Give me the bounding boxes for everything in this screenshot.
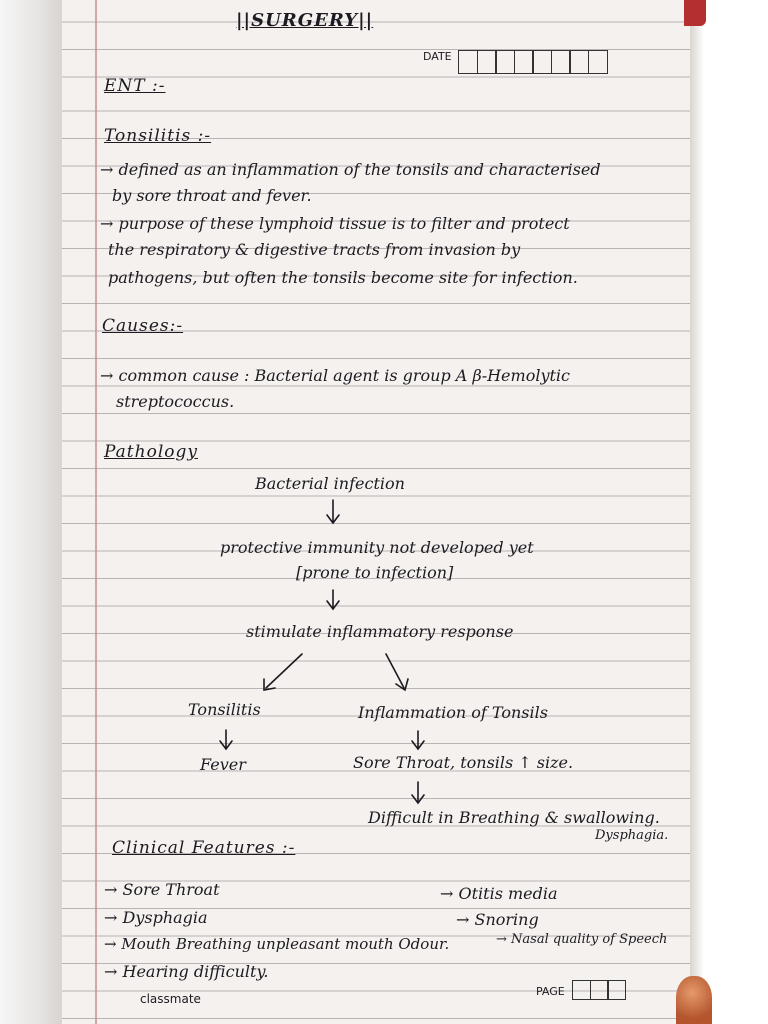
flow-stimulate-response: stimulate inflammatory response (246, 622, 514, 641)
clinical-right-item: → Nasal quality of Speech (496, 932, 668, 947)
red-corner (684, 0, 706, 26)
pathology-heading: Pathology (104, 442, 198, 462)
page-left-edge (0, 0, 62, 1024)
causes-heading: Causes:- (102, 316, 184, 336)
flow-dysphagia: Dysphagia. (595, 828, 669, 843)
flow-tonsilitis: Tonsilitis (188, 700, 261, 719)
section-heading: ENT :- (104, 76, 166, 96)
date-box (477, 50, 497, 74)
clinical-left-item: → Hearing difficulty. (104, 962, 269, 981)
date-box (588, 50, 608, 74)
page-title: ||SURGERY|| (236, 10, 374, 31)
tonsilitis-line: by sore throat and fever. (112, 186, 312, 205)
tonsilitis-heading: Tonsilitis :- (104, 126, 212, 146)
clinical-left-item: → Sore Throat (104, 880, 220, 899)
date-box (569, 50, 589, 74)
tonsilitis-line: → defined as an inflammation of the tonsils and characterised (100, 160, 601, 179)
date-box (514, 50, 534, 74)
thumb (676, 976, 712, 1024)
flow-difficult-breathing: Difficult in Breathing & swallowing. (368, 808, 660, 827)
flow-fever: Fever (200, 755, 246, 774)
margin-line (95, 0, 97, 1024)
clinical-left-item: → Mouth Breathing unpleasant mouth Odour. (104, 935, 450, 953)
date-box (495, 50, 515, 74)
causes-line: → common cause : Bacterial agent is group A β-Hemolytic (100, 366, 570, 385)
notebook-page (62, 0, 690, 1024)
clinical-left-item: → Dysphagia (104, 908, 208, 927)
page-box (572, 980, 591, 1000)
page-right-edge (690, 0, 768, 1024)
clinical-right-item: → Otitis media (440, 884, 558, 903)
tonsilitis-line: the respiratory & digestive tracts from invasion by (108, 240, 521, 259)
flow-bacterial-infection: Bacterial infection (255, 474, 405, 493)
page-box (607, 980, 626, 1000)
flow-inflammation-tonsils: Inflammation of Tonsils (358, 703, 548, 722)
brand-label: classmate (140, 992, 201, 1006)
causes-line: streptococcus. (116, 392, 235, 411)
page-boxes (572, 980, 625, 1000)
date-label: DATE (423, 50, 452, 63)
clinical-right-item: → Snoring (456, 910, 539, 929)
page-box (590, 980, 609, 1000)
date-box (458, 50, 478, 74)
flow-protective-immunity: protective immunity not developed yet (220, 538, 534, 557)
date-boxes (458, 50, 606, 74)
tonsilitis-line: pathogens, but often the tonsils become site for infection. (108, 268, 578, 287)
tonsilitis-line: → purpose of these lymphoid tissue is to filter and protect (100, 214, 570, 233)
date-box (551, 50, 571, 74)
flow-sore-throat: Sore Throat, tonsils ↑ size. (353, 753, 574, 772)
date-box (532, 50, 552, 74)
clinical-heading: Clinical Features :- (112, 838, 296, 858)
flow-prone-infection: [prone to infection] (296, 563, 454, 582)
page-label: PAGE (536, 985, 565, 998)
